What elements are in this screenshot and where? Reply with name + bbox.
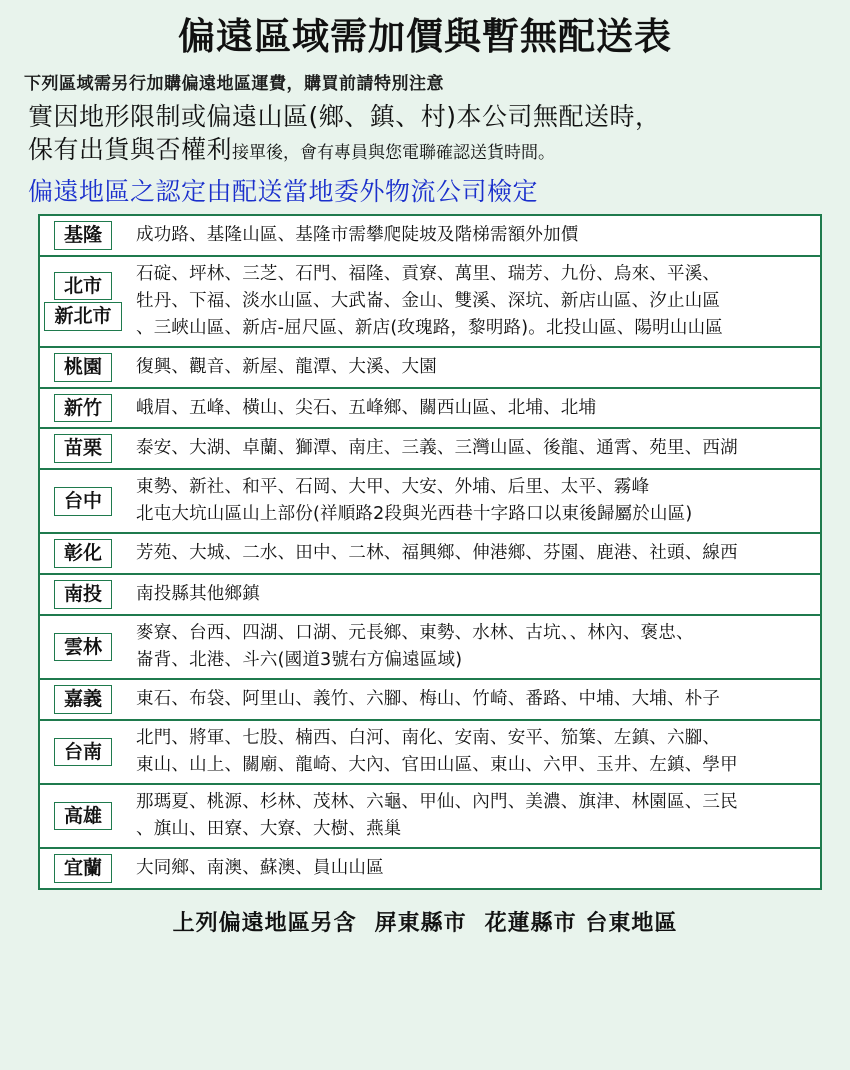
area-cell xyxy=(126,721,820,783)
table-row xyxy=(40,534,820,575)
region-label: 新竹 xyxy=(54,394,112,423)
notice-line-2-main: 保有出貨與否權利 xyxy=(28,135,233,165)
area-line: 東勢、新社、和平、石岡、大甲、大安、外埔、后里、太平、霧峰 xyxy=(136,477,650,498)
region-cell xyxy=(40,389,126,428)
area-line: 芳苑、大城、二水、田中、二林、福興鄉、伸港鄉、芬園、鹿港、社頭、線西 xyxy=(136,543,738,564)
region-cell xyxy=(40,785,126,847)
region-label: 高雄 xyxy=(54,802,112,831)
area-line: 麥寮、台西、四湖、口湖、元長鄉、東勢、水林、古坑、、林內、褒忠、 xyxy=(136,622,694,643)
area-line: 石碇、坪林、三芝、石門、福隆、貢寮、萬里、瑞芳、九份、烏來、平溪、 xyxy=(136,263,721,284)
notice-paragraph xyxy=(14,94,836,168)
area-line: 、旗山、田寮、大寮、大樹、燕巢 xyxy=(136,819,402,840)
area-cell xyxy=(126,534,820,573)
area-line: 那瑪夏、桃源、杉林、茂林、六龜、甲仙、內門、美濃、旗津、林園區、三民 xyxy=(136,791,738,812)
area-cell xyxy=(126,616,820,678)
footer-item-2: 花蓮縣市 xyxy=(484,910,577,936)
footer-prefix: 上列偏遠地區另含 xyxy=(172,910,357,936)
table-row xyxy=(40,785,820,849)
region-label: 彰化 xyxy=(54,539,112,568)
region-label: 台南 xyxy=(54,738,112,767)
footer-item-3: 台東地區 xyxy=(585,910,678,936)
table-row xyxy=(40,257,820,348)
area-cell xyxy=(126,575,820,614)
region-label: 苗栗 xyxy=(54,434,112,463)
table-row xyxy=(40,575,820,616)
area-line: 泰安、大湖、卓蘭、獅潭、南庄、三義、三灣山區、後龍、通霄、苑里、西湖 xyxy=(136,438,738,459)
region-cell xyxy=(40,257,126,346)
region-label: 嘉義 xyxy=(54,685,112,714)
notice-line-2-small: 接單後，會有專員與您電聯確認送貨時間。 xyxy=(232,143,556,164)
area-cell xyxy=(126,470,820,532)
area-line: 南投縣其他鄉鎮 xyxy=(136,583,260,604)
table-row xyxy=(40,216,820,257)
notice-line-2 xyxy=(28,133,836,167)
area-cell xyxy=(126,257,820,346)
area-cell xyxy=(126,849,820,888)
area-line: 東山、山上、關廟、龍崎、大內、官田山區、東山、六甲、玉井、左鎮、學甲 xyxy=(136,754,738,775)
area-line: 成功路、基隆山區、基隆市需攀爬陡坡及階梯需額外加價 xyxy=(136,224,579,245)
table-row xyxy=(40,389,820,430)
region-cell xyxy=(40,721,126,783)
region-label: 新北市 xyxy=(44,302,121,331)
region-cell xyxy=(40,429,126,468)
region-label: 基隆 xyxy=(54,221,112,250)
table-row xyxy=(40,680,820,721)
region-cell xyxy=(40,849,126,888)
area-cell xyxy=(126,680,820,719)
table-row xyxy=(40,849,820,888)
table-row xyxy=(40,470,820,534)
area-line: 北屯大坑山區山上部份(祥順路2段與光西巷十字路口以東後歸屬於山區) xyxy=(136,504,693,525)
region-cell xyxy=(40,575,126,614)
region-cell xyxy=(40,348,126,387)
area-cell xyxy=(126,216,820,255)
table-row xyxy=(40,616,820,680)
region-cell xyxy=(40,534,126,573)
area-line: 北門、將軍、七股、楠西、白河、南化、安南、安平、笳䈎、左鎮、六腳、 xyxy=(136,727,721,748)
area-line: 東石、布袋、阿里山、義竹、六腳、梅山、竹崎、番路、中埔、大埔、朴子 xyxy=(136,688,721,709)
region-label: 南投 xyxy=(54,580,112,609)
table-row xyxy=(40,348,820,389)
region-label: 北市 xyxy=(54,272,112,301)
area-cell xyxy=(126,429,820,468)
table-row xyxy=(40,721,820,785)
region-cell xyxy=(40,680,126,719)
region-cell xyxy=(40,216,126,255)
region-label: 桃園 xyxy=(54,353,112,382)
area-line: 復興、觀音、新屋、龍潭、大溪、大園 xyxy=(136,356,437,377)
remote-area-table xyxy=(38,214,822,890)
page-title: 偏遠區域需加價與暫無配送表 xyxy=(178,15,672,58)
area-line: 峨眉、五峰、橫山、尖石、五峰鄉、關西山區、北埔、北埔 xyxy=(136,397,597,418)
certification-note: 偏遠地區之認定由配送當地委外物流公司檢定 xyxy=(28,177,539,207)
area-line: 大同鄉、南澳、蘇澳、員山山區 xyxy=(136,858,384,879)
area-cell xyxy=(126,785,820,847)
region-cell xyxy=(40,470,126,532)
footer-item-1: 屏東縣市 xyxy=(374,910,467,936)
footer-note xyxy=(14,890,836,937)
area-line: 牡丹、下福、淡水山區、大武崙、金山、雙溪、深坑、新店山區、汐止山區 xyxy=(136,290,721,311)
area-line: 、三峽山區、新店-屈尺區、新店(玫瑰路，黎明路)。北投山區、陽明山山區 xyxy=(136,317,723,338)
region-cell xyxy=(40,616,126,678)
area-cell xyxy=(126,389,820,428)
region-label: 台中 xyxy=(54,487,112,516)
area-line: 崙背、北港、斗六(國道3號右方偏遠區域) xyxy=(136,649,463,670)
region-label: 宜蘭 xyxy=(54,854,112,883)
notice-line-1: 實因地形限制或偏遠山區(鄉、鎮、村)本公司無配送時， xyxy=(28,101,661,131)
table-row xyxy=(40,429,820,470)
region-label: 雲林 xyxy=(54,633,112,662)
area-cell xyxy=(126,348,820,387)
page-subtitle: 下列區域需另行加購偏遠地區運費，購買前請特別注意 xyxy=(24,73,444,94)
